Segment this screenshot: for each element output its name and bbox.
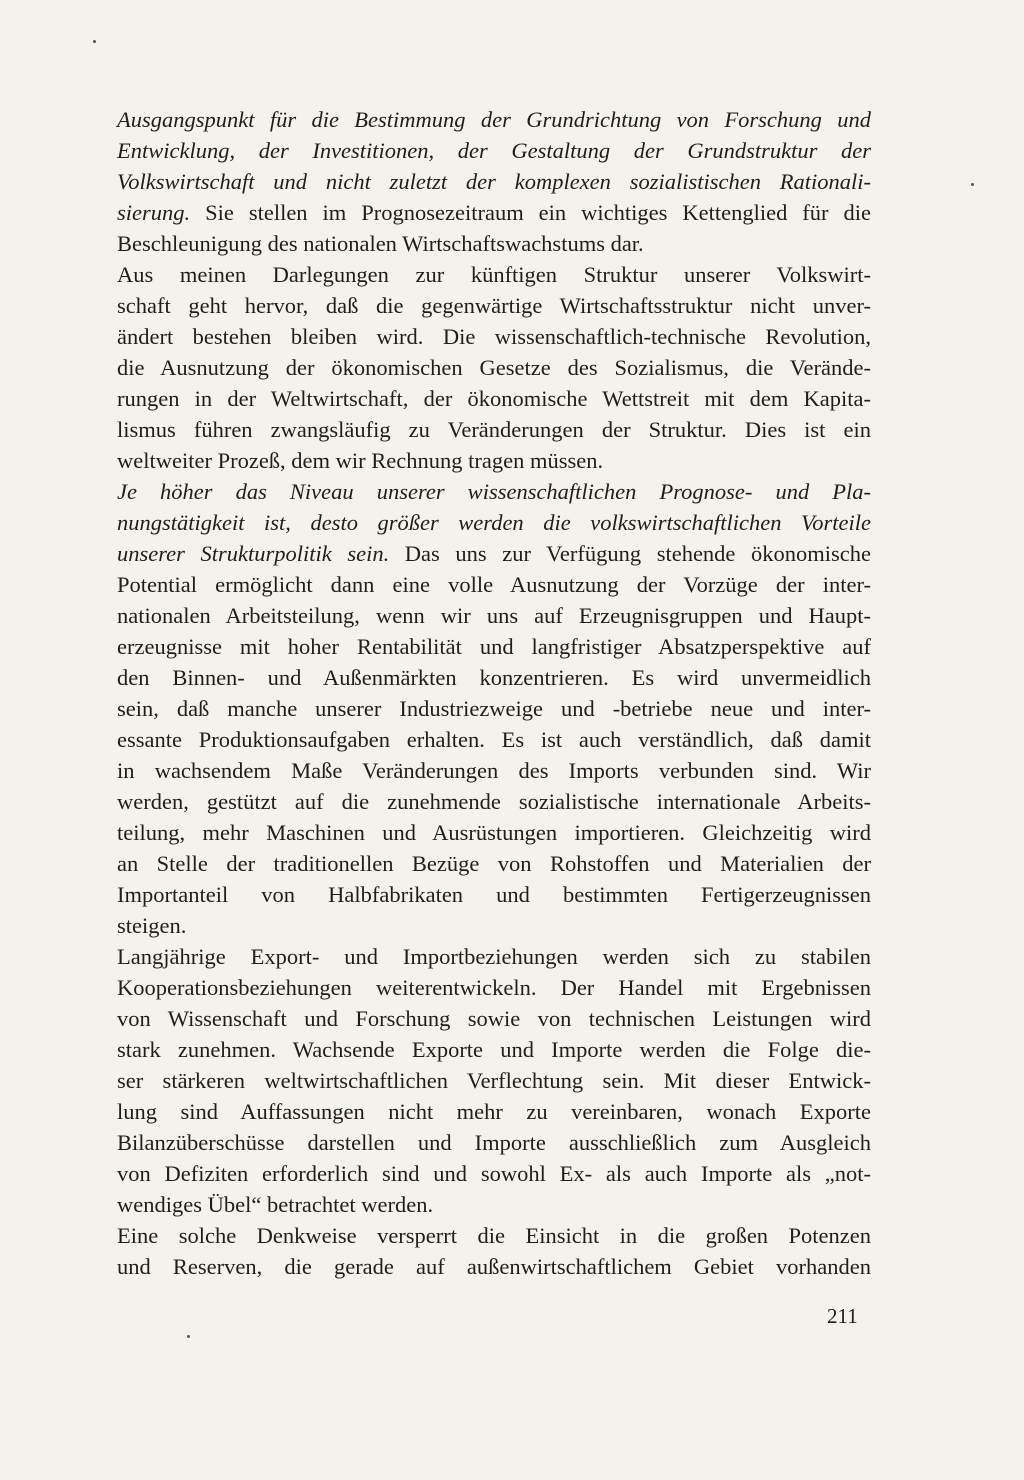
text-line	[117, 631, 871, 662]
text-line	[117, 879, 871, 910]
text-line	[117, 352, 871, 383]
text-line	[117, 941, 871, 972]
emphasized-text: sierung.	[117, 200, 191, 225]
text-run: Das uns zur Verfügung stehende ökonomische	[389, 541, 871, 566]
text-run: weltweiter Prozeß, dem wir Rechnung tragen müssen.	[117, 448, 604, 473]
text-run: lung sind Auffassungen nicht mehr zu vereinbaren, wonach Exporte	[117, 1099, 871, 1124]
text-run: stark zunehmen. Wachsende Exporte und Importe werden die Folge die-	[117, 1037, 871, 1062]
text-run: von Wissenschaft und Forschung sowie von technischen Leistungen wird	[117, 1006, 871, 1031]
text-run: schaft geht hervor, daß die gegenwärtige Wirtschaftsstruktur nicht unver-	[117, 293, 871, 318]
text-run: werden, gestützt auf die zunehmende sozialistische internationale Arbeits-	[117, 789, 871, 814]
text-run: ser stärkeren weltwirtschaftlichen Verflechtung sein. Mit dieser Entwick-	[117, 1068, 871, 1093]
text-line	[117, 662, 871, 693]
text-line	[117, 538, 871, 569]
text-line	[117, 1220, 871, 1251]
text-run: erzeugnisse mit hoher Rentabilität und langfristiger Absatzperspektive auf	[117, 634, 871, 659]
text-line	[117, 259, 871, 290]
text-line	[117, 1065, 871, 1096]
text-line	[117, 786, 871, 817]
body-text	[117, 104, 871, 1282]
text-line	[117, 321, 871, 352]
text-line	[117, 1127, 871, 1158]
text-run: Aus meinen Darlegungen zur künftigen Struktur unserer Volkswirt-	[117, 262, 871, 287]
text-run: die Ausnutzung der ökonomischen Gesetze des Sozialismus, die Verände-	[117, 355, 871, 380]
text-line	[117, 135, 871, 166]
text-run: wendiges Übel“ betrachtet werden.	[117, 1192, 434, 1217]
text-run: nationalen Arbeitsteilung, wenn wir uns auf Erzeugnisgruppen und Haupt-	[117, 603, 871, 628]
text-run: den Binnen- und Außenmärkten konzentrieren. Es wird unvermeidlich	[117, 665, 871, 690]
print-speck	[93, 40, 96, 43]
text-line	[117, 476, 871, 507]
text-line	[117, 600, 871, 631]
text-run: Sie stellen im Prognosezeitraum ein wichtiges Kettenglied für die	[190, 200, 871, 225]
text-line	[117, 197, 871, 228]
text-line	[117, 1034, 871, 1065]
text-run: an Stelle der traditionellen Bezüge von Rohstoffen und Materialien der	[117, 851, 871, 876]
emphasized-text: nungstätigkeit ist, desto größer werden die volkswirtschaftlichen Vorteile	[117, 510, 871, 535]
text-run: in wachsendem Maße Veränderungen des Imports verbunden sind. Wir	[117, 758, 871, 783]
text-line	[117, 1003, 871, 1034]
emphasized-text: Entwicklung, der Investitionen, der Gestaltung der Grundstruktur der	[117, 138, 871, 163]
text-run: Potential ermöglicht dann eine volle Ausnutzung der Vorzüge der inter-	[117, 572, 871, 597]
text-line	[117, 569, 871, 600]
text-run: Kooperationsbeziehungen weiterentwickeln. Der Handel mit Ergebnissen	[117, 975, 871, 1000]
text-run: Eine solche Denkweise versperrt die Einsicht in die großen Potenzen	[117, 1223, 871, 1248]
text-line	[117, 290, 871, 321]
emphasized-text: unserer Strukturpolitik sein.	[117, 541, 390, 566]
text-line	[117, 848, 871, 879]
text-run: Bilanzüberschüsse darstellen und Importe ausschließlich zum Ausgleich	[117, 1130, 871, 1155]
text-line	[117, 383, 871, 414]
text-line	[117, 1189, 871, 1220]
text-run: sein, daß manche unserer Industriezweige und -betriebe neue und inter-	[117, 696, 871, 721]
text-run: steigen.	[117, 913, 187, 938]
text-run: Langjährige Export- und Importbeziehungen werden sich zu stabilen	[117, 944, 871, 969]
text-run: Importanteil von Halbfabrikaten und bestimmten Fertigerzeugnissen	[117, 882, 871, 907]
text-run: rungen in der Weltwirtschaft, der ökonomische Wettstreit mit dem Kapita-	[117, 386, 871, 411]
text-run: teilung, mehr Maschinen und Ausrüstungen importieren. Gleichzeitig wird	[117, 820, 871, 845]
text-line	[117, 507, 871, 538]
text-run: von Defiziten erforderlich sind und sowohl Ex- als auch Importe als „not-	[117, 1161, 871, 1186]
text-line	[117, 445, 871, 476]
text-line	[117, 910, 871, 941]
page-number: 211	[827, 1304, 858, 1328]
text-line	[117, 817, 871, 848]
text-run: essante Produktionsaufgaben erhalten. Es ist auch verständlich, daß damit	[117, 727, 871, 752]
text-line	[117, 1251, 871, 1282]
text-run: lismus führen zwangsläufig zu Veränderungen der Struktur. Dies ist ein	[117, 417, 871, 442]
text-line	[117, 693, 871, 724]
emphasized-text: Volkswirtschaft und nicht zuletzt der komplexen sozialistischen Rationali-	[117, 169, 871, 194]
text-run: und Reserven, die gerade auf außenwirtschaftlichem Gebiet vorhanden	[117, 1254, 871, 1279]
text-line	[117, 755, 871, 786]
text-run: Beschleunigung des nationalen Wirtschaftswachstums dar.	[117, 231, 644, 256]
text-line	[117, 724, 871, 755]
text-line	[117, 1096, 871, 1127]
emphasized-text: Ausgangspunkt für die Bestimmung der Grundrichtung von Forschung und	[117, 107, 871, 132]
print-speck	[971, 183, 974, 186]
text-line	[117, 166, 871, 197]
text-line	[117, 228, 871, 259]
text-run: ändert bestehen bleiben wird. Die wissenschaftlich-technische Revolution,	[117, 324, 871, 349]
text-line	[117, 414, 871, 445]
text-line	[117, 1158, 871, 1189]
text-line	[117, 972, 871, 1003]
emphasized-text: Je höher das Niveau unserer wissenschaftlichen Prognose- und Pla-	[117, 479, 871, 504]
text-line	[117, 104, 871, 135]
print-speck	[187, 1335, 190, 1338]
